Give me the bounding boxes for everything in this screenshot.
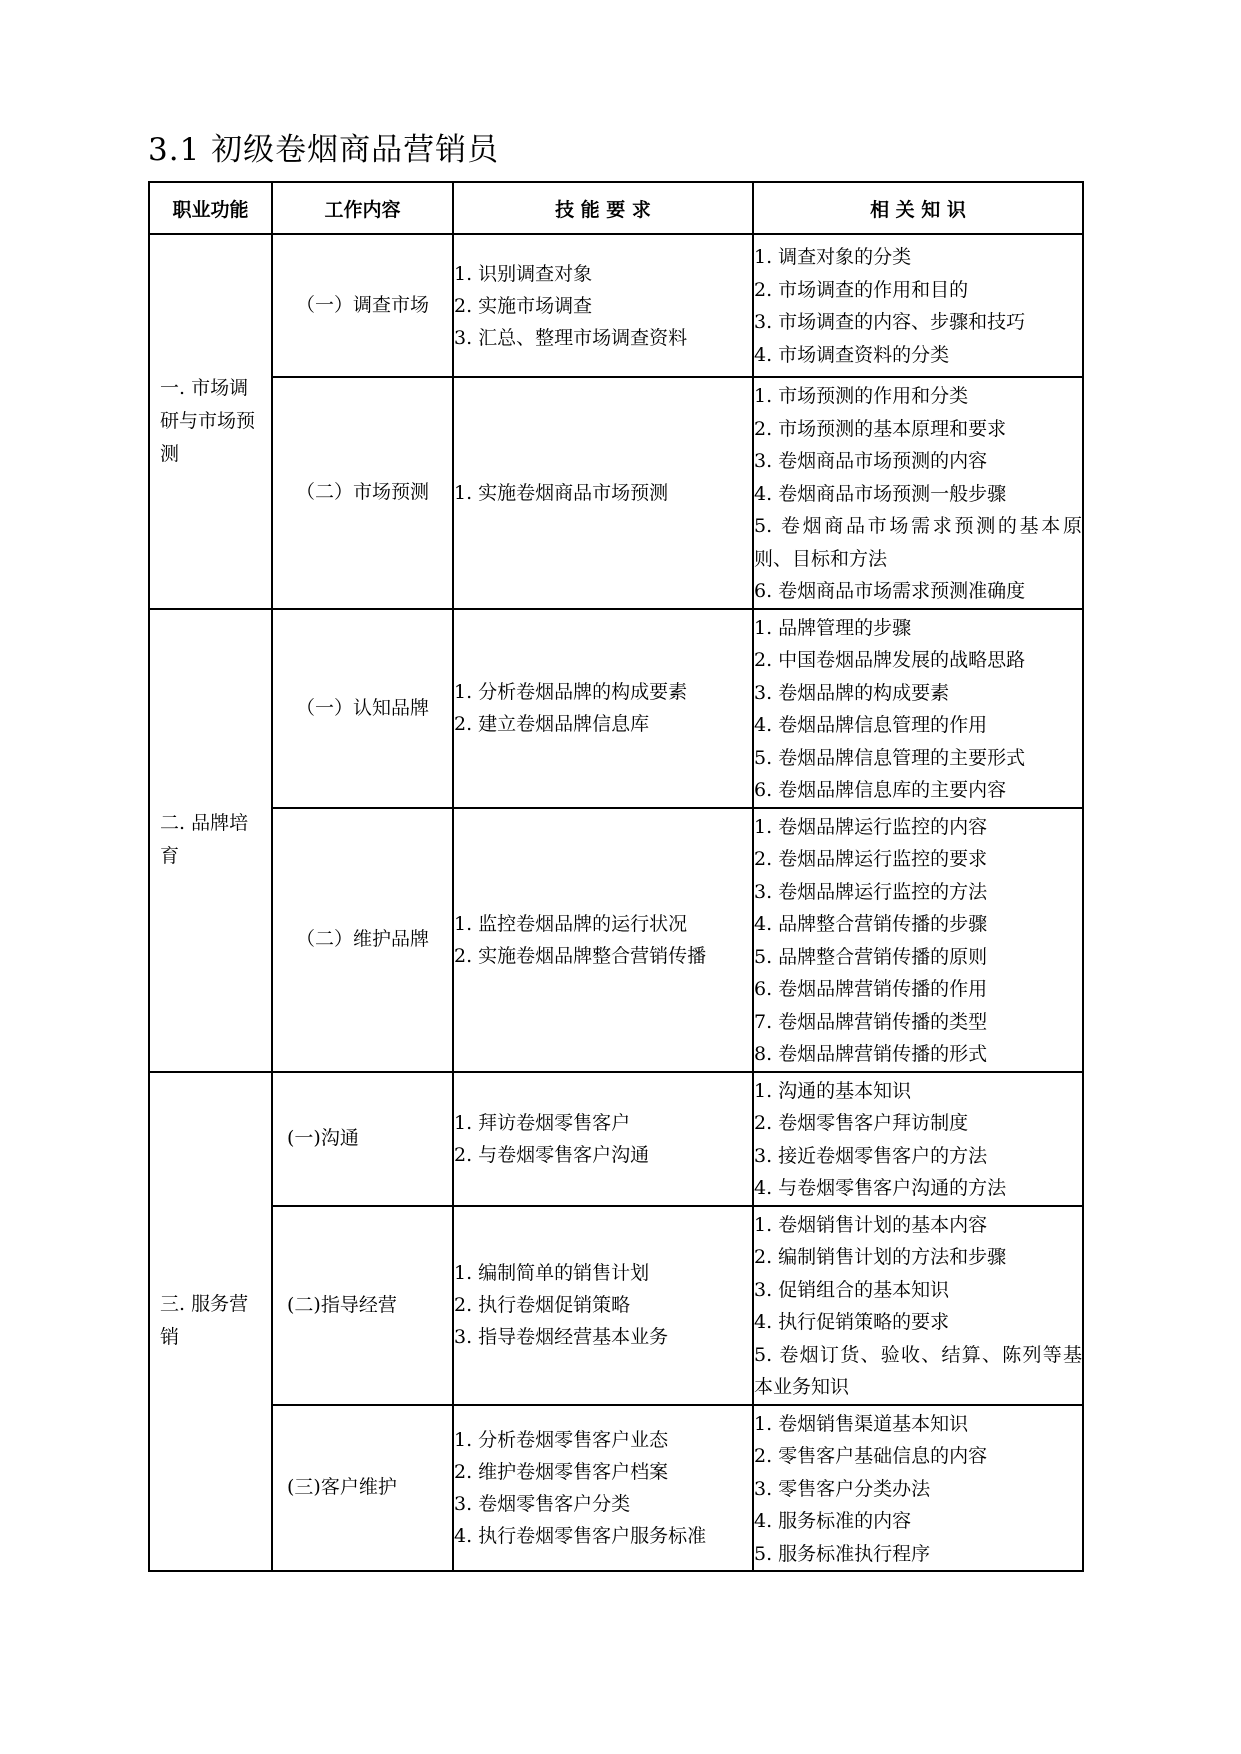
skill-item: 2. 建立卷烟品牌信息库 [454,713,650,735]
table-row [149,1405,1083,1572]
knowledge-item: 1. 品牌管理的步骤 [754,616,912,639]
function-cell: 一. 市场调研与市场预测 [149,234,272,609]
skill-item: 2. 维护卷烟零售客户档案 [454,1460,669,1483]
knowledge-item: 2. 编制销售计划的方法和步骤 [754,1246,1007,1268]
skill-item: 1. 分析卷烟品牌的构成要素 [454,681,688,703]
knowledge-item: 4. 服务标准的内容 [754,1510,912,1532]
knowledge-item: 2. 零售客户基础信息的内容 [754,1445,988,1467]
knowledge-cell [753,808,1083,1072]
skill-item: 2. 实施市场调查 [454,294,593,317]
knowledge-item: 6. 卷烟商品市场需求预测准确度 [754,580,1026,602]
knowledge-item: 2. 中国卷烟品牌发展的战略思路 [754,649,1026,671]
knowledge-cell [753,377,1083,609]
skill-item: 4. 执行卷烟零售客户服务标准 [454,1524,707,1547]
table-header-row [149,182,1083,234]
knowledge-item: 3. 卷烟品牌运行监控的方法 [754,880,988,903]
skill-item: 1. 识别调查对象 [454,262,593,285]
knowledge-item: 5. 卷烟订货、验收、结算、陈列等基本业务知识 [754,1343,1082,1398]
knowledge-item: 1. 市场预测的作用和分类 [754,385,969,407]
header-function: 职业功能 [149,182,272,234]
skills-cell [453,1206,753,1405]
knowledge-item: 2. 卷烟品牌运行监控的要求 [754,848,988,870]
knowledge-item: 1. 沟通的基本知识 [754,1079,912,1102]
knowledge-item: 5. 卷烟品牌信息管理的主要形式 [754,746,1026,769]
knowledge-item: 7. 卷烟品牌营销传播的类型 [754,1010,988,1033]
skills-cell [453,609,753,808]
skill-item: 1. 拜访卷烟零售客户 [454,1111,631,1134]
table-row [149,1206,1083,1405]
skill-item: 1. 分析卷烟零售客户业态 [454,1428,669,1451]
page-title: 3.1 初级卷烟商品营销员 [148,132,500,168]
knowledge-item: 1. 调查对象的分类 [754,246,912,268]
function-cell: 二. 品牌培育 [149,609,272,1072]
header-skill-requirements: 技 能 要 求 [453,182,753,234]
skills-cell [453,1405,753,1572]
skill-item: 1. 编制简单的销售计划 [454,1262,650,1284]
header-related-knowledge: 相 关 知 识 [753,182,1083,234]
function-cell: 三. 服务营销 [149,1072,272,1572]
knowledge-item: 6. 卷烟品牌信息库的主要内容 [754,779,1007,801]
knowledge-item: 2. 市场预测的基本原理和要求 [754,417,1007,440]
knowledge-item: 3. 卷烟商品市场预测的内容 [754,450,988,472]
knowledge-item: 3. 零售客户分类办法 [754,1477,931,1500]
work-content-cell: （二）市场预测 [272,377,453,609]
skills-cell [453,808,753,1072]
table-row [149,808,1083,1072]
knowledge-item: 1. 卷烟销售计划的基本内容 [754,1213,988,1236]
knowledge-item: 4. 卷烟商品市场预测一般步骤 [754,482,1007,505]
skill-item: 3. 卷烟零售客户分类 [454,1492,631,1515]
skills-cell [453,234,753,377]
skills-cell [453,377,753,609]
knowledge-cell [753,1072,1083,1206]
table-row [149,609,1083,808]
skill-item: 2. 实施卷烟品牌整合营销传播 [454,944,707,967]
knowledge-item: 1. 卷烟品牌运行监控的内容 [754,815,988,838]
knowledge-item: 4. 卷烟品牌信息管理的作用 [754,714,988,736]
knowledge-cell [753,234,1083,377]
skill-item: 3. 汇总、整理市场调查资料 [454,326,688,349]
knowledge-item: 5. 品牌整合营销传播的原则 [754,945,988,968]
knowledge-item: 8. 卷烟品牌营销传播的形式 [754,1043,988,1065]
knowledge-item: 3. 促销组合的基本知识 [754,1278,950,1301]
skill-item: 2. 执行卷烟促销策略 [454,1294,631,1316]
knowledge-item: 2. 市场调查的作用和目的 [754,278,969,301]
header-work-content: 工作内容 [272,182,453,234]
knowledge-item: 4. 执行促销策略的要求 [754,1311,950,1333]
skill-item: 1. 监控卷烟品牌的运行状况 [454,912,688,935]
knowledge-item: 3. 接近卷烟零售客户的方法 [754,1144,988,1167]
skills-cell [453,1072,753,1206]
skills-table [148,181,1084,1572]
knowledge-cell [753,1405,1083,1572]
work-content-cell: (二)指导经营 [272,1206,453,1405]
knowledge-item: 2. 卷烟零售客户拜访制度 [754,1112,969,1134]
knowledge-item: 3. 卷烟品牌的构成要素 [754,681,950,704]
skill-item: 2. 与卷烟零售客户沟通 [454,1143,650,1166]
knowledge-cell [753,609,1083,808]
knowledge-item: 6. 卷烟品牌营销传播的作用 [754,978,988,1000]
table-row [149,234,1083,377]
knowledge-item: 5. 卷烟商品市场需求预测的基本原则、目标和方法 [754,515,1082,570]
work-content-cell: (一)沟通 [272,1072,453,1206]
knowledge-item: 3. 市场调查的内容、步骤和技巧 [754,311,1026,333]
work-content-cell: (三)客户维护 [272,1405,453,1572]
table-row [149,377,1083,609]
knowledge-item: 4. 品牌整合营销传播的步骤 [754,913,988,935]
skill-item: 3. 指导卷烟经营基本业务 [454,1326,669,1348]
knowledge-item: 1. 卷烟销售渠道基本知识 [754,1412,969,1435]
work-content-cell: （一）调查市场 [272,234,453,377]
knowledge-item: 5. 服务标准执行程序 [754,1542,931,1565]
work-content-cell: （一）认知品牌 [272,609,453,808]
knowledge-item: 4. 与卷烟零售客户沟通的方法 [754,1177,1007,1199]
work-content-cell: （二）维护品牌 [272,808,453,1072]
table-row [149,1072,1083,1206]
skill-item: 1. 实施卷烟商品市场预测 [454,481,669,504]
knowledge-cell [753,1206,1083,1405]
knowledge-item: 4. 市场调查资料的分类 [754,343,950,366]
